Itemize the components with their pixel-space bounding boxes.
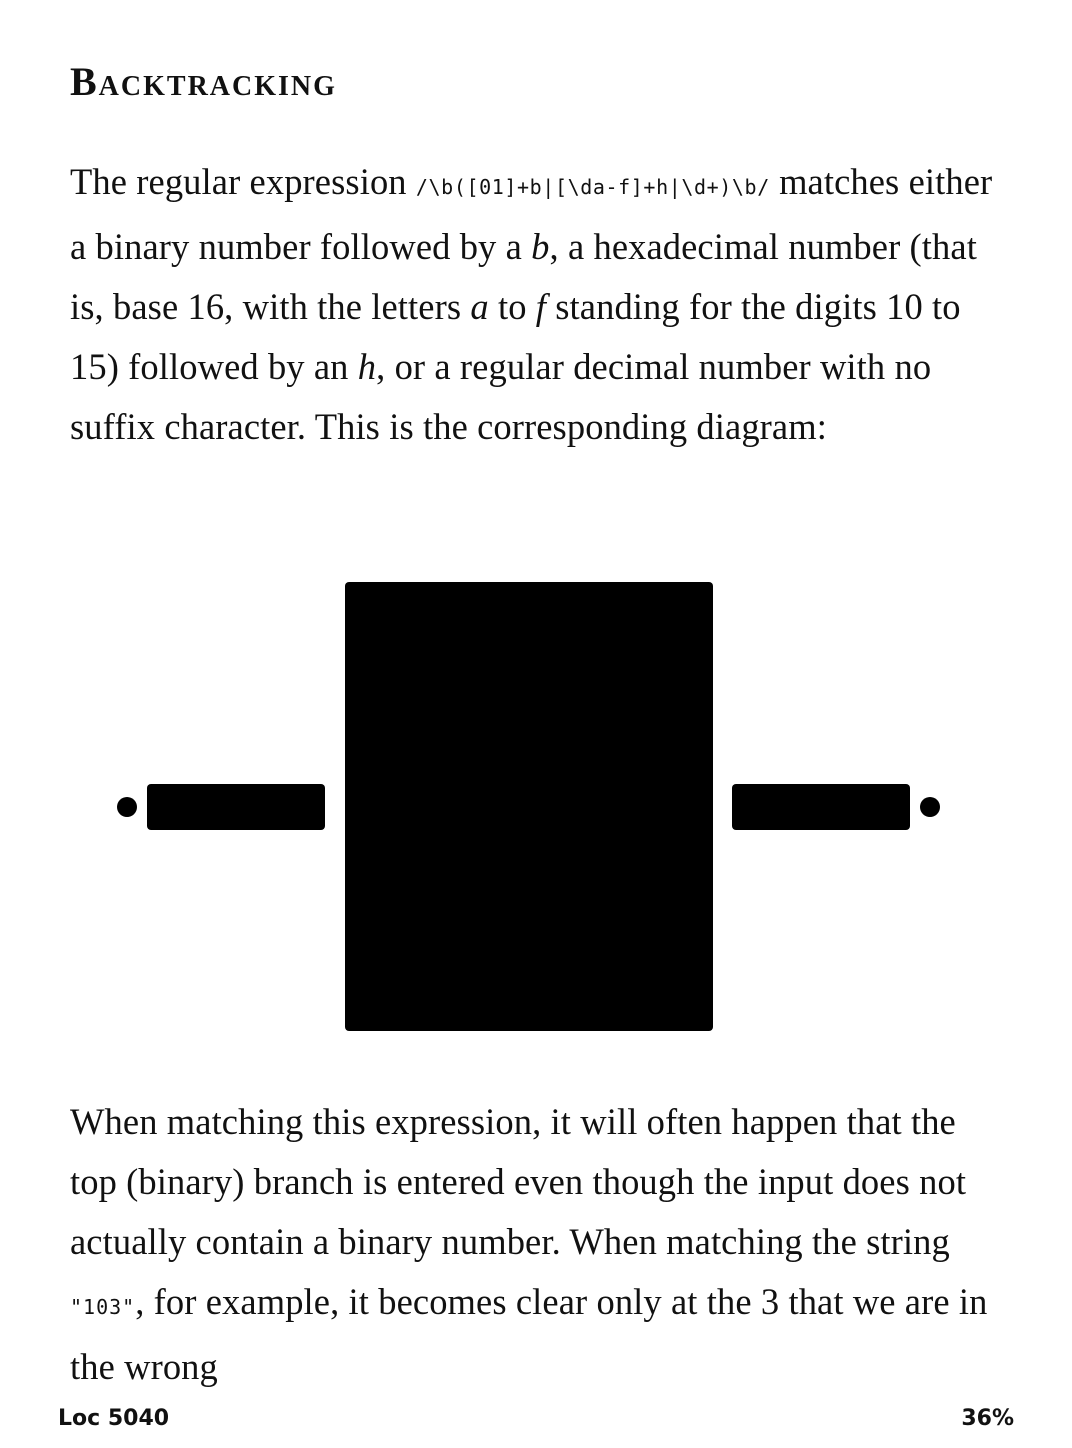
italic-letter: b bbox=[531, 226, 550, 267]
string-literal-code: "103" bbox=[70, 1295, 136, 1319]
diagram-end-dot bbox=[920, 797, 940, 817]
railroad-diagram bbox=[0, 560, 1072, 1060]
paragraph-matching bbox=[70, 1092, 1010, 1397]
diagram-left-box bbox=[147, 784, 325, 830]
text-run: , or a regular decimal number with no suffix character. This is the corresponding diagram: bbox=[70, 346, 932, 447]
text-run: , for example, it becomes clear only at the 3 that we are in the wrong bbox=[70, 1281, 988, 1387]
italic-letter: f bbox=[535, 286, 547, 327]
section-heading: Backtracking bbox=[70, 59, 337, 104]
text-run: When matching this expression, it will often happen that the top (binary) branch is entered even though the input does not actually contain a binary number. When matching the string bbox=[70, 1101, 967, 1262]
text-run: to bbox=[488, 286, 536, 327]
text-run: , a hexadecimal number (that is, base 16, with the letters bbox=[70, 226, 977, 327]
diagram-right-box bbox=[732, 784, 910, 830]
text-run: matches either a binary number followed by a bbox=[70, 161, 993, 267]
diagram-center-block bbox=[345, 582, 713, 1031]
italic-letter: a bbox=[470, 286, 489, 327]
reading-progress: 36% bbox=[961, 1406, 1014, 1431]
location-indicator: Loc 5040 bbox=[58, 1406, 170, 1431]
regex-code: /\b([01]+b|[\da-f]+h|\d+)\b/ bbox=[415, 175, 770, 199]
text-run: standing for the digits 10 to 15) followed by an bbox=[70, 286, 961, 387]
text-run: The regular expression bbox=[70, 161, 416, 202]
italic-letter: h bbox=[357, 346, 377, 387]
diagram-start-dot bbox=[117, 797, 137, 817]
paragraph-intro bbox=[70, 152, 1010, 457]
